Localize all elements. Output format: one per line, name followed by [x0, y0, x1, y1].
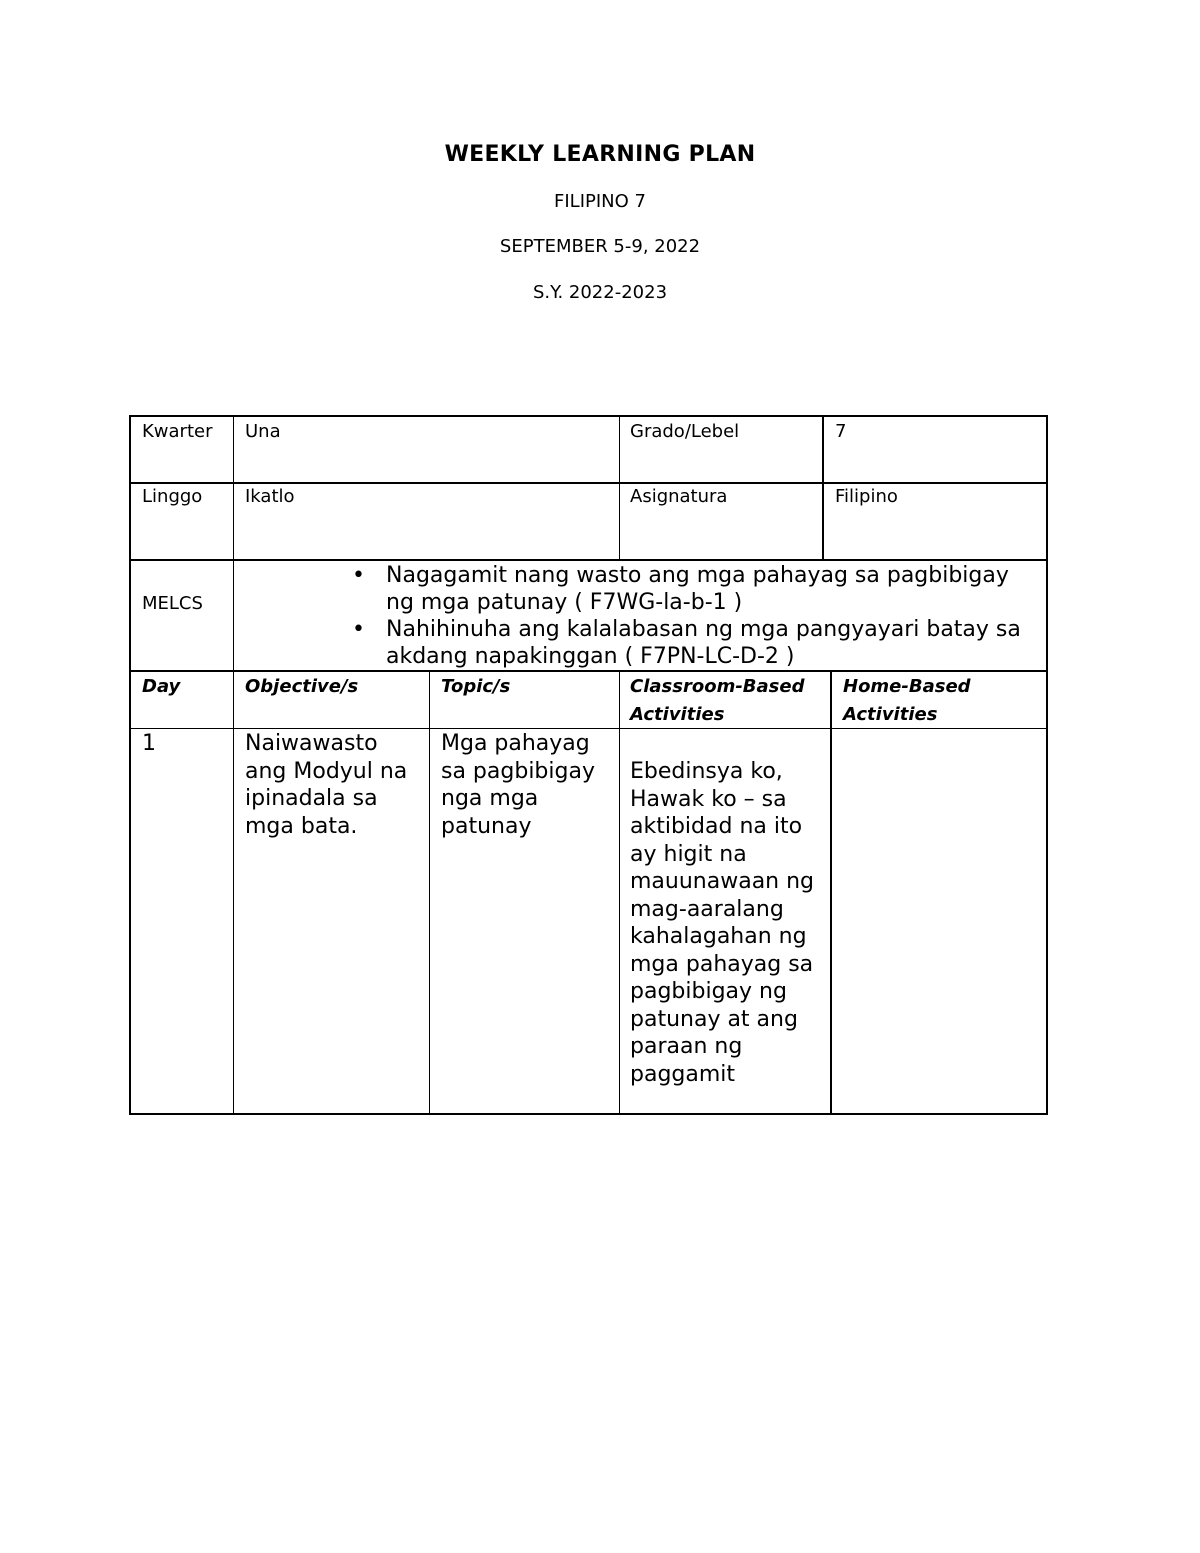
table-row-day: 1: [142, 731, 156, 756]
grado-value: 7: [835, 421, 847, 442]
school-year-line: S.Y. 2022-2023: [532, 282, 668, 303]
melcs-list-cell: [346, 562, 1042, 670]
page-title: WEEKLY LEARNING PLAN: [444, 142, 756, 167]
table-row-objective: Naiwawasto ang Modyul na ipinadala sa mga bata.: [245, 731, 408, 839]
col-header-home: Home-Based Activities: [843, 676, 971, 725]
col-header-classroom: Classroom-Based Activities: [630, 676, 805, 725]
table-row-topic: Mga pahayag sa pagbibigay nga mga patunay: [441, 731, 595, 839]
table-row-classroom: Ebedinsya ko, Hawak ko – sa aktibidad na ito ay higit na mauunawaan ng mag-aaralang kahalagahan ng mga pahayag sa pagbibigay ng patunay at ang paraan ng paggamit: [630, 759, 815, 1087]
melcs-item: • Nahihinuha ang kalalabasan ng mga pangyayari batay sa akdang napakinggan ( F7PN-LC-D-2 ): [346, 616, 1042, 670]
grado-label: Grado/Lebel: [630, 421, 740, 442]
melcs-list: [346, 562, 1042, 670]
kwarter-label: Kwarter: [142, 421, 213, 442]
melcs-label: MELCS: [142, 593, 203, 614]
linggo-label: Linggo: [142, 486, 203, 507]
linggo-value: Ikatlo: [245, 486, 295, 507]
col-header-topics: Topic/s: [441, 676, 511, 697]
col-header-day: Day: [142, 676, 181, 697]
date-line: SEPTEMBER 5-9, 2022: [499, 236, 701, 257]
subject-line: FILIPINO 7: [554, 191, 646, 212]
kwarter-value: Una: [245, 421, 281, 442]
melcs-item: • Nagagamit nang wasto ang mga pahayag sa pagbibigay ng mga patunay ( F7WG-la-b-1 ): [346, 562, 1042, 616]
asignatura-label: Asignatura: [630, 486, 728, 507]
asignatura-value: Filipino: [835, 486, 898, 507]
col-header-objectives: Objective/s: [245, 676, 359, 697]
